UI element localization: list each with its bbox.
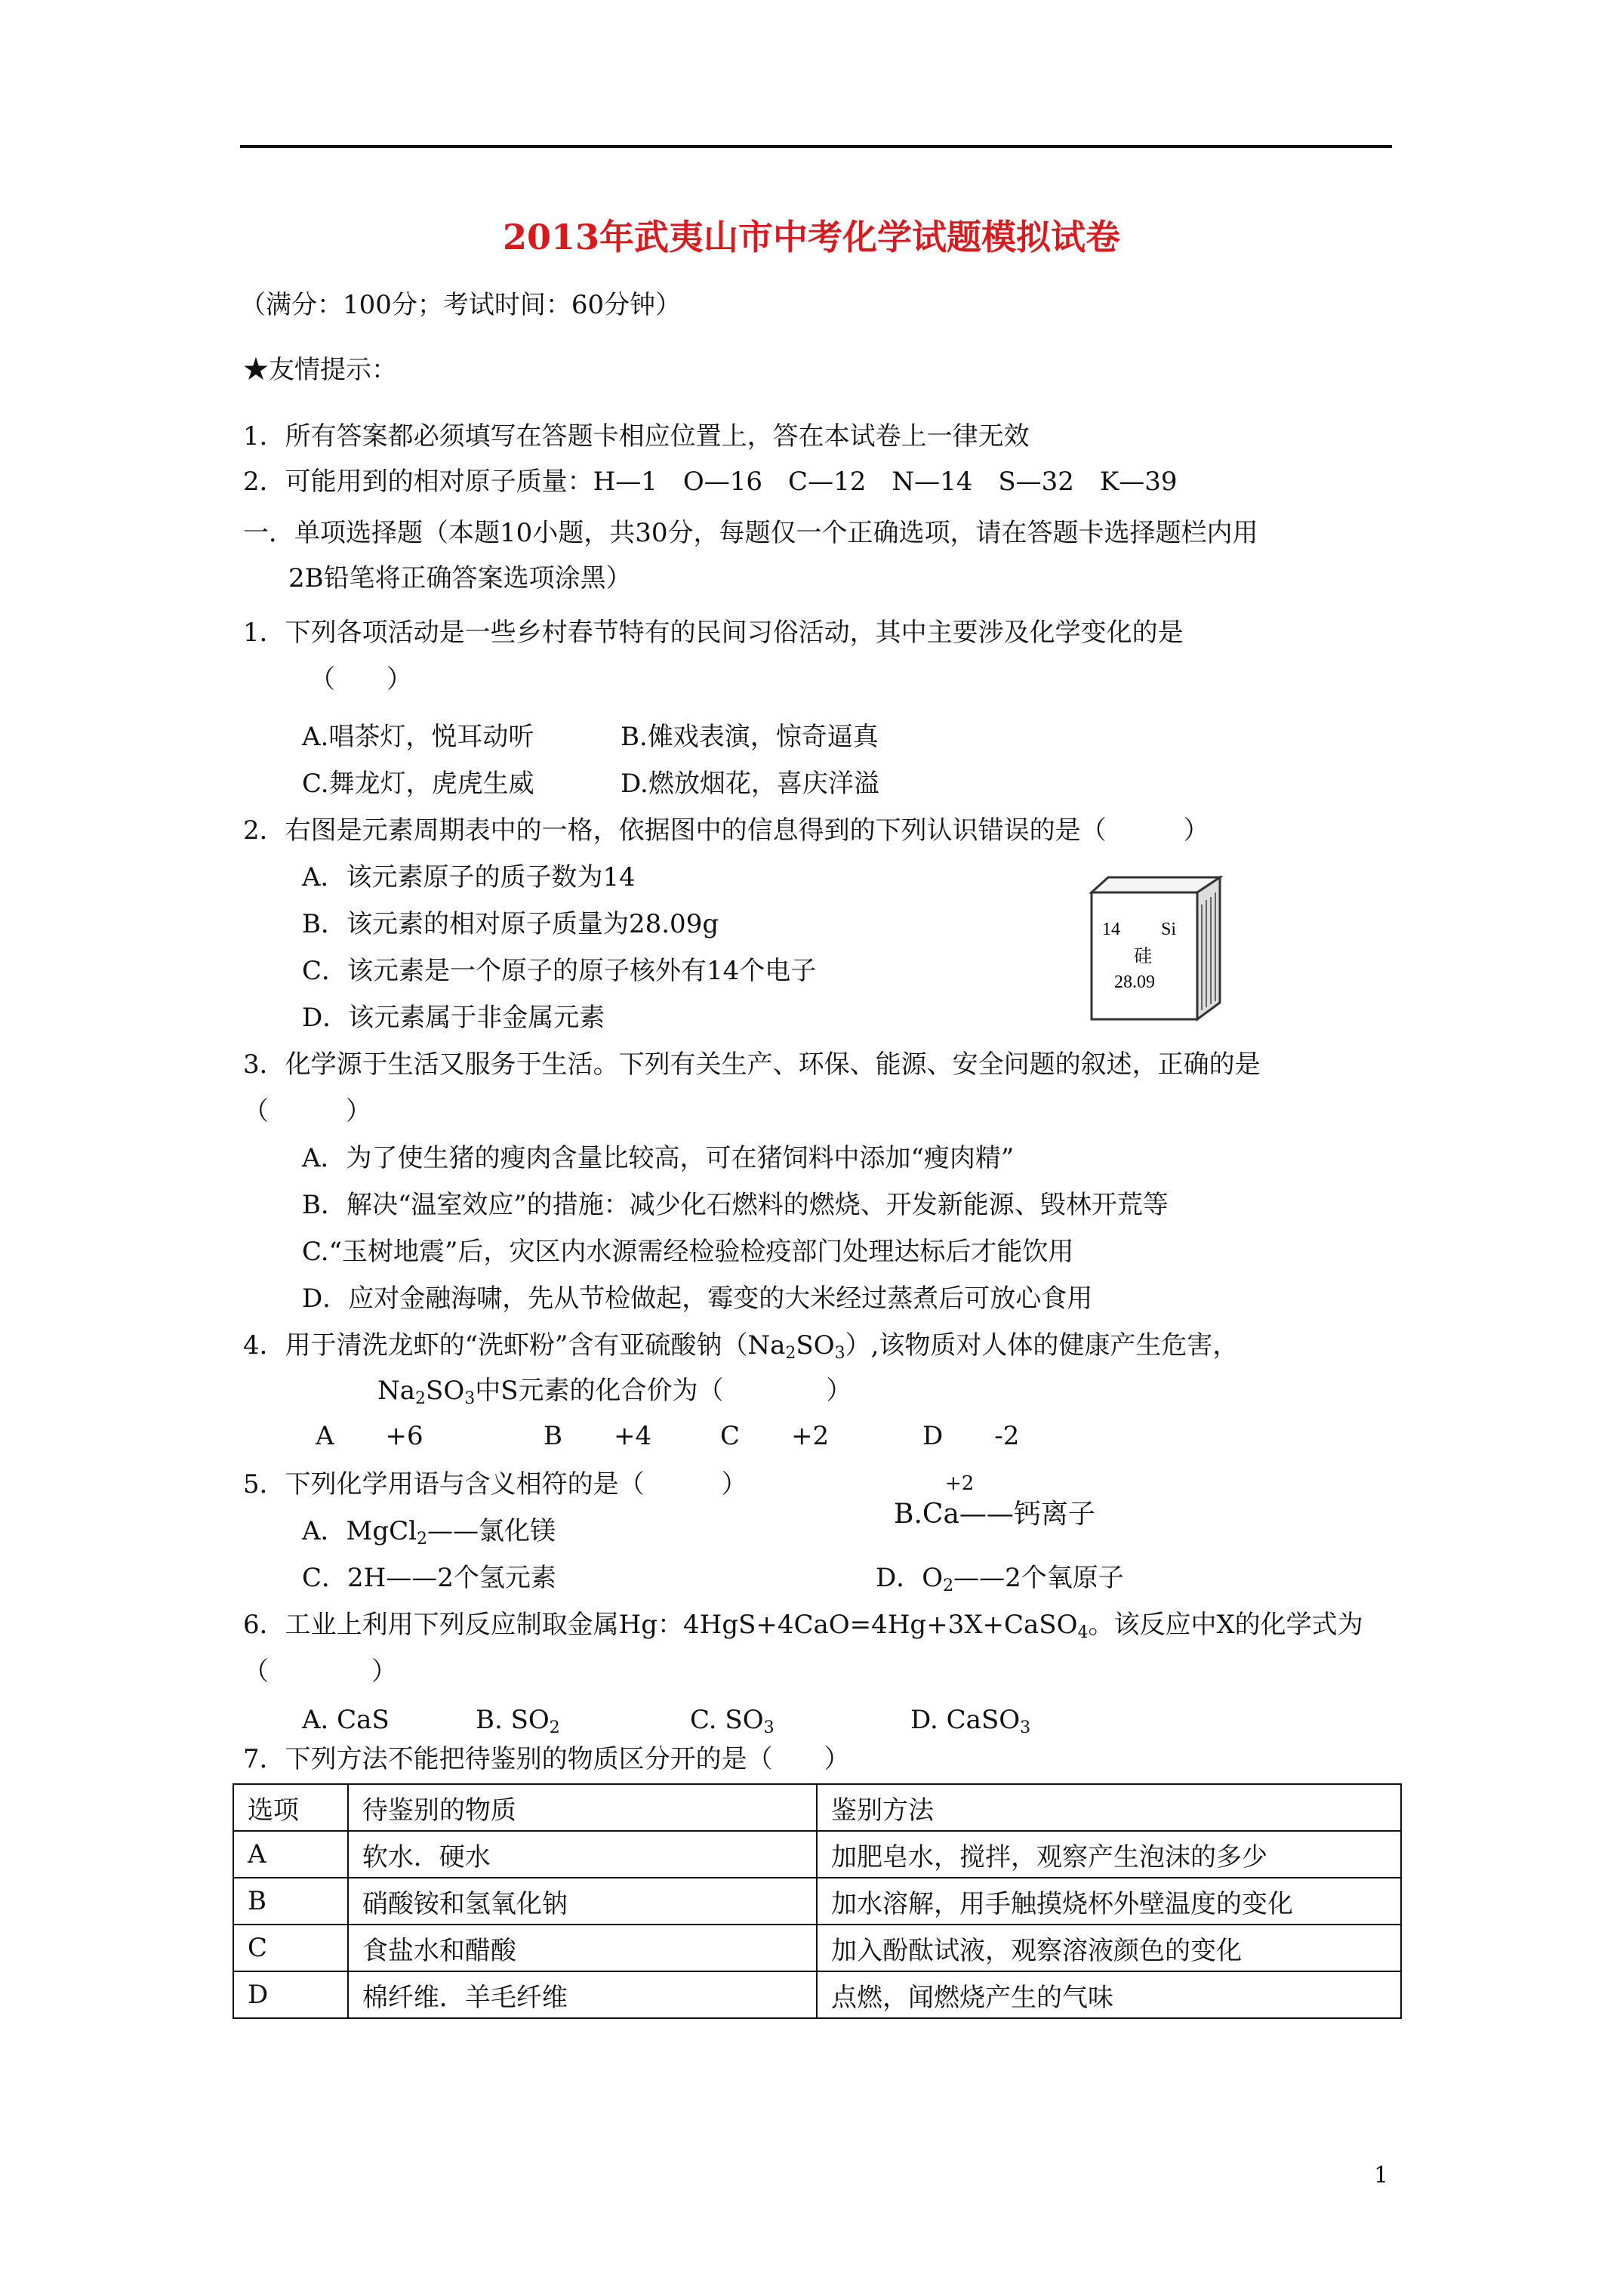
table-cell: D bbox=[233, 1971, 348, 2018]
q6-paren: （ ） bbox=[243, 1657, 397, 1687]
q4-stem: 4．用于清洗龙虾的“洗虾粉”含有亚硫酸钠$(Na_2SO_3)$,该物质对人体的健康产生危害， bbox=[243, 1330, 1239, 1363]
periodic-cell-drawing bbox=[1087, 874, 1223, 1022]
tip-1: 1．所有答案都必须填写在答题卡相应位置上，答在本试卷上一律无效 bbox=[243, 421, 1030, 451]
table-cell: 加水溶解，用手触摸烧杯外壁温度的变化 bbox=[817, 1878, 1401, 1925]
table-cell: 棉纤维．羊毛纤维 bbox=[348, 1971, 817, 2018]
exam-title: 2013年武夷山市中考化学试题模拟试卷 bbox=[502, 217, 1121, 257]
q5-option-a: A．MgCl$_2$——氯化镁 bbox=[302, 1516, 556, 1549]
q3-option-d: D．应对金融海啸，先从节检做起，霉变的大米经过蒸煮后可放心食用 bbox=[302, 1284, 1093, 1314]
q6-option-a: A. CaS bbox=[302, 1705, 390, 1735]
q2-option-d: D．该元素属于非金属元素 bbox=[302, 1003, 605, 1033]
table-cell: 加肥皂水，搅拌，观察产生泡沫的多少 bbox=[817, 1831, 1401, 1878]
table-header-row bbox=[233, 1784, 1401, 1831]
table-cell: C bbox=[233, 1925, 348, 1971]
q1-option-d: D.燃放烟花，喜庆洋溢 bbox=[621, 769, 879, 799]
table-cell: 食盐水和醋酸 bbox=[348, 1925, 817, 1971]
q6-option-b: B. $SO_2$ bbox=[476, 1705, 560, 1737]
q2-option-c: C．该元素是一个原子的原子核外有14个电子 bbox=[302, 956, 817, 986]
table-cell: 软水．硬水 bbox=[348, 1831, 817, 1878]
tip-2: 2．可能用到的相对原子质量：H—1 O—16 C—12 N—14 S—32 K—39 bbox=[243, 467, 1178, 497]
q6-option-d: D. CaSO$_3$ bbox=[910, 1705, 1031, 1737]
exam-info: （满分：100分；考试时间：60分钟） bbox=[240, 290, 682, 320]
q4-option-a: A +6 bbox=[316, 1421, 423, 1451]
table-header-cell: 鉴别方法 bbox=[817, 1784, 1401, 1831]
q1-option-b: B.傩戏表演，惊奇逼真 bbox=[621, 722, 879, 752]
q6-stem: 6．工业上利用下列反应制取金属Hg：4HgS+4CaO=4Hg+3X+CaSO$_4$。该反应中X的化学式为 bbox=[243, 1610, 1363, 1642]
q7-table bbox=[233, 1783, 1402, 2019]
q5-option-b: B.Ca——钙离子 bbox=[894, 1499, 1095, 1530]
q3-option-b: B．解决“温室效应”的措施：减少化石燃料的燃烧、开发新能源、毁林开荒等 bbox=[302, 1190, 1169, 1220]
q7-stem: 7．下列方法不能把待鉴别的物质区分开的是（ ） bbox=[243, 1744, 850, 1774]
q4-stem-line2: $Na_2SO_3$中S元素的化合价为（ ） bbox=[377, 1376, 852, 1408]
q5-option-d: D．$O_2——2$个氧原子 bbox=[876, 1563, 1124, 1595]
q5-charge-superscript: +2 bbox=[945, 1472, 975, 1495]
q1-stem: 1．下列各项活动是一些乡村春节特有的民间习俗活动，其中主要涉及化学变化的是 bbox=[243, 618, 1184, 648]
q1-option-c: C.舞龙灯，虎虎生威 bbox=[302, 769, 534, 799]
cell-atomic-mass: 28.09 bbox=[1114, 972, 1155, 992]
section-heading-line2: 2B铅笔将正确答案选项涂黑） bbox=[288, 563, 632, 593]
page-number: 1 bbox=[1374, 2162, 1389, 2189]
q2-option-a: A．该元素原子的质子数为14 bbox=[302, 862, 636, 892]
periodic-table-cell bbox=[1087, 874, 1223, 1022]
table-cell: 硝酸铵和氢氧化钠 bbox=[348, 1878, 817, 1925]
q3-option-a: A．为了使生猪的瘦肉含量比较高，可在猪饲料中添加“瘦肉精” bbox=[302, 1143, 1015, 1173]
section-heading-line1: 一．单项选择题（本题10小题，共30分，每题仅一个正确选项，请在答题卡选择题栏内用 bbox=[243, 518, 1258, 548]
table-header-cell: 选项 bbox=[233, 1784, 348, 1831]
table-cell: A bbox=[233, 1831, 348, 1878]
table-row bbox=[233, 1878, 1401, 1925]
cell-element-name: 硅 bbox=[1134, 945, 1152, 966]
q6-option-c: C. $SO_3$ bbox=[690, 1705, 775, 1737]
q2-option-b: B．该元素的相对原子质量为28.09g bbox=[302, 909, 719, 939]
table-header-cell: 待鉴别的物质 bbox=[348, 1784, 817, 1831]
q3-stem: 3．化学源于生活又服务于生活。下列有关生产、环保、能源、安全问题的叙述，正确的是 bbox=[243, 1049, 1261, 1080]
table-cell: 加入酚酞试液，观察溶液颜色的变化 bbox=[817, 1925, 1401, 1971]
table-row bbox=[233, 1831, 1401, 1878]
q2-stem: 2．右图是元素周期表中的一格，依据图中的信息得到的下列认识错误的是（ ） bbox=[243, 815, 1209, 846]
tips-heading: ★友情提示： bbox=[243, 355, 397, 385]
q4-option-d: D -2 bbox=[922, 1421, 1020, 1451]
q1-paren: （ ） bbox=[310, 664, 412, 695]
q5-option-c: C．2H——2个氢元素 bbox=[302, 1563, 556, 1593]
cell-symbol: Si bbox=[1161, 920, 1177, 939]
q4-option-c: C +2 bbox=[720, 1421, 830, 1451]
q1-option-a: A.唱茶灯，悦耳动听 bbox=[302, 722, 534, 752]
table-cell: B bbox=[233, 1878, 348, 1925]
table-row bbox=[233, 1925, 1401, 1971]
q3-paren: （ ） bbox=[243, 1096, 371, 1126]
cell-atomic-number: 14 bbox=[1102, 920, 1120, 939]
table-cell: 点燃，闻燃烧产生的气味 bbox=[817, 1971, 1401, 2018]
q4-option-b: B +4 bbox=[544, 1421, 652, 1451]
header-rule bbox=[240, 145, 1392, 148]
q5-stem: 5．下列化学用语与含义相符的是（ ） bbox=[243, 1469, 747, 1499]
table-row bbox=[233, 1971, 1401, 2018]
q3-option-c: C.“玉树地震”后，灾区内水源需经检验检疫部门处理达标后才能饮用 bbox=[302, 1237, 1074, 1267]
